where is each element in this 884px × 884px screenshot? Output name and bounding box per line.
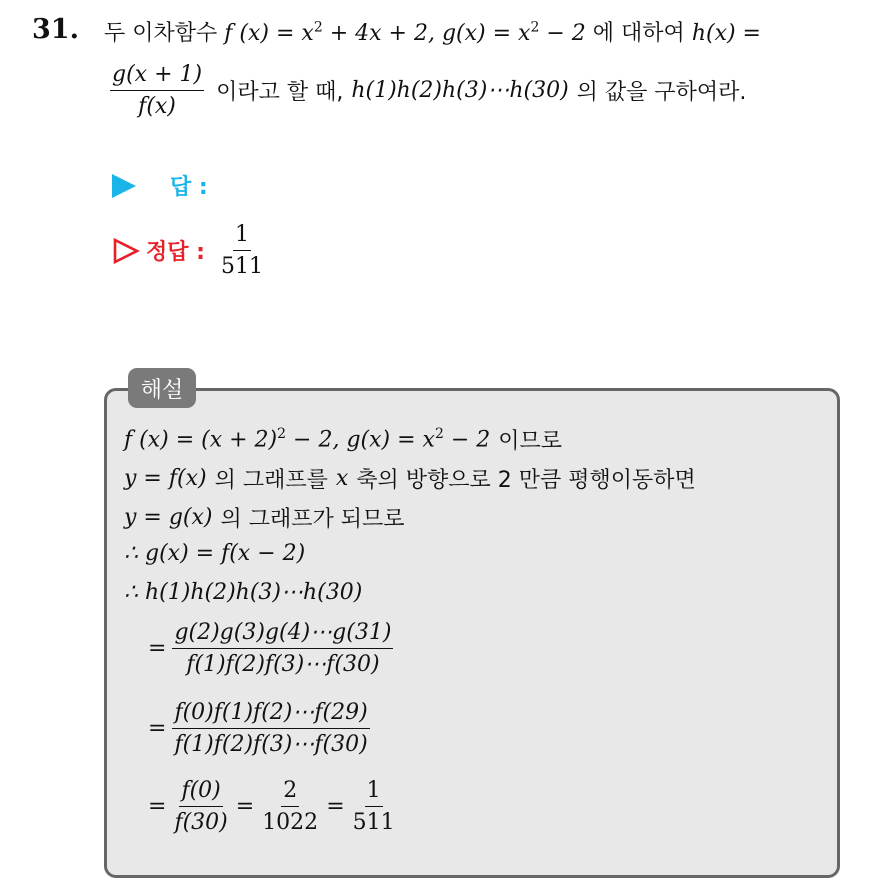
answer-label: 답 : xyxy=(170,175,208,200)
sol-functions xyxy=(124,426,490,452)
step-2-fraction xyxy=(172,700,369,758)
solution-step-3 xyxy=(148,778,403,836)
equals-sign: = xyxy=(235,794,255,820)
correct-answer-numerator: 1 xyxy=(233,222,251,251)
f-def-exponent: 2 xyxy=(313,19,323,36)
equals-sign: = xyxy=(148,794,167,820)
equals-sign: = xyxy=(326,794,345,820)
g-definition xyxy=(442,21,586,46)
solution-step-2 xyxy=(148,700,376,758)
sol-g-exponent: 2 xyxy=(434,426,444,443)
sol-g-base: − 2, g(x) = x xyxy=(286,427,435,453)
correct-answer-row xyxy=(112,222,271,280)
step-3b-denominator: 1022 xyxy=(262,810,319,836)
problem-text-question: 의 값을 구하여라. xyxy=(576,80,747,106)
problem-text-about: 에 대하여 xyxy=(592,21,685,46)
step-1-numerator: g(2)g(3)g(4)⋯g(31) xyxy=(172,620,393,649)
solution-tag: 해설 xyxy=(128,368,196,408)
problem-line-2 xyxy=(104,62,746,120)
h-fraction-numerator: g(x + 1) xyxy=(110,62,204,91)
answer-row xyxy=(112,170,208,201)
f-definition xyxy=(224,21,435,46)
problem-text-intro: 두 이차함수 xyxy=(104,21,218,46)
outline-triangle-icon xyxy=(112,238,140,264)
step-1-fraction xyxy=(172,620,393,678)
play-triangle-icon xyxy=(112,174,136,198)
f-def-base: f (x) = x xyxy=(224,21,314,46)
correct-answer-label: 정답 : xyxy=(146,240,205,266)
problem-text-condition: 이라고 할 때, xyxy=(216,80,344,106)
sol-text-because: 이므로 xyxy=(498,429,563,454)
correct-answer-fraction xyxy=(219,222,265,280)
equals-sign: = xyxy=(148,636,167,662)
correct-answer-denominator: 511 xyxy=(220,254,263,280)
sol-text-graph: 의 그래프를 xyxy=(214,468,328,493)
step-3-fraction-c xyxy=(351,778,397,836)
step-3-fraction-b xyxy=(260,778,320,836)
h-fraction xyxy=(110,62,204,120)
solution-line-3 xyxy=(124,502,405,533)
product-expression: h(1)h(2)h(3)⋯h(30) xyxy=(351,78,569,104)
g-def-exponent: 2 xyxy=(530,19,540,36)
step-1-denominator: f(1)f(2)f(3)⋯f(30) xyxy=(186,652,380,678)
f-def-tail: + 4x + 2, xyxy=(322,21,435,46)
problem-line-1 xyxy=(104,16,761,47)
step-3c-numerator: 1 xyxy=(365,778,383,807)
sol-y-g: y = g(x) xyxy=(124,505,213,530)
equals-sign: = xyxy=(148,716,167,742)
step-2-denominator: f(1)f(2)f(3)⋯f(30) xyxy=(174,732,368,758)
step-3-fraction-a xyxy=(172,778,229,836)
g-def-base: g(x) = x xyxy=(441,21,531,46)
problem-number: 31. xyxy=(32,14,79,45)
sol-text-result: 의 그래프가 되므로 xyxy=(220,507,405,532)
g-def-tail: − 2 xyxy=(539,21,586,46)
solution-line-1 xyxy=(124,424,562,455)
sol-text-translate: 축의 방향으로 2 만큼 평행이동하면 xyxy=(356,468,696,493)
solution-line-4: ∴ g(x) = f(x − 2) xyxy=(124,541,306,566)
sol-f-exponent: 2 xyxy=(277,426,287,443)
step-3a-denominator: f(30) xyxy=(174,810,228,836)
sol-g-tail: − 2 xyxy=(443,427,491,453)
step-2-numerator: f(0)f(1)f(2)⋯f(29) xyxy=(172,700,369,729)
solution-line-5: ∴ h(1)h(2)h(3)⋯h(30) xyxy=(124,580,363,605)
step-3b-numerator: 2 xyxy=(281,778,299,807)
step-3c-denominator: 511 xyxy=(352,810,395,836)
h-fraction-denominator: f(x) xyxy=(138,94,176,120)
sol-y-f: y = f(x) xyxy=(124,466,207,491)
h-definition-lhs: h(x) = xyxy=(691,21,761,46)
step-3a-numerator: f(0) xyxy=(179,778,222,807)
solution-step-1 xyxy=(148,620,399,678)
solution-line-2 xyxy=(124,463,696,494)
sol-x-variable: x xyxy=(335,466,349,491)
sol-f-base: f (x) = (x + 2) xyxy=(124,427,278,453)
